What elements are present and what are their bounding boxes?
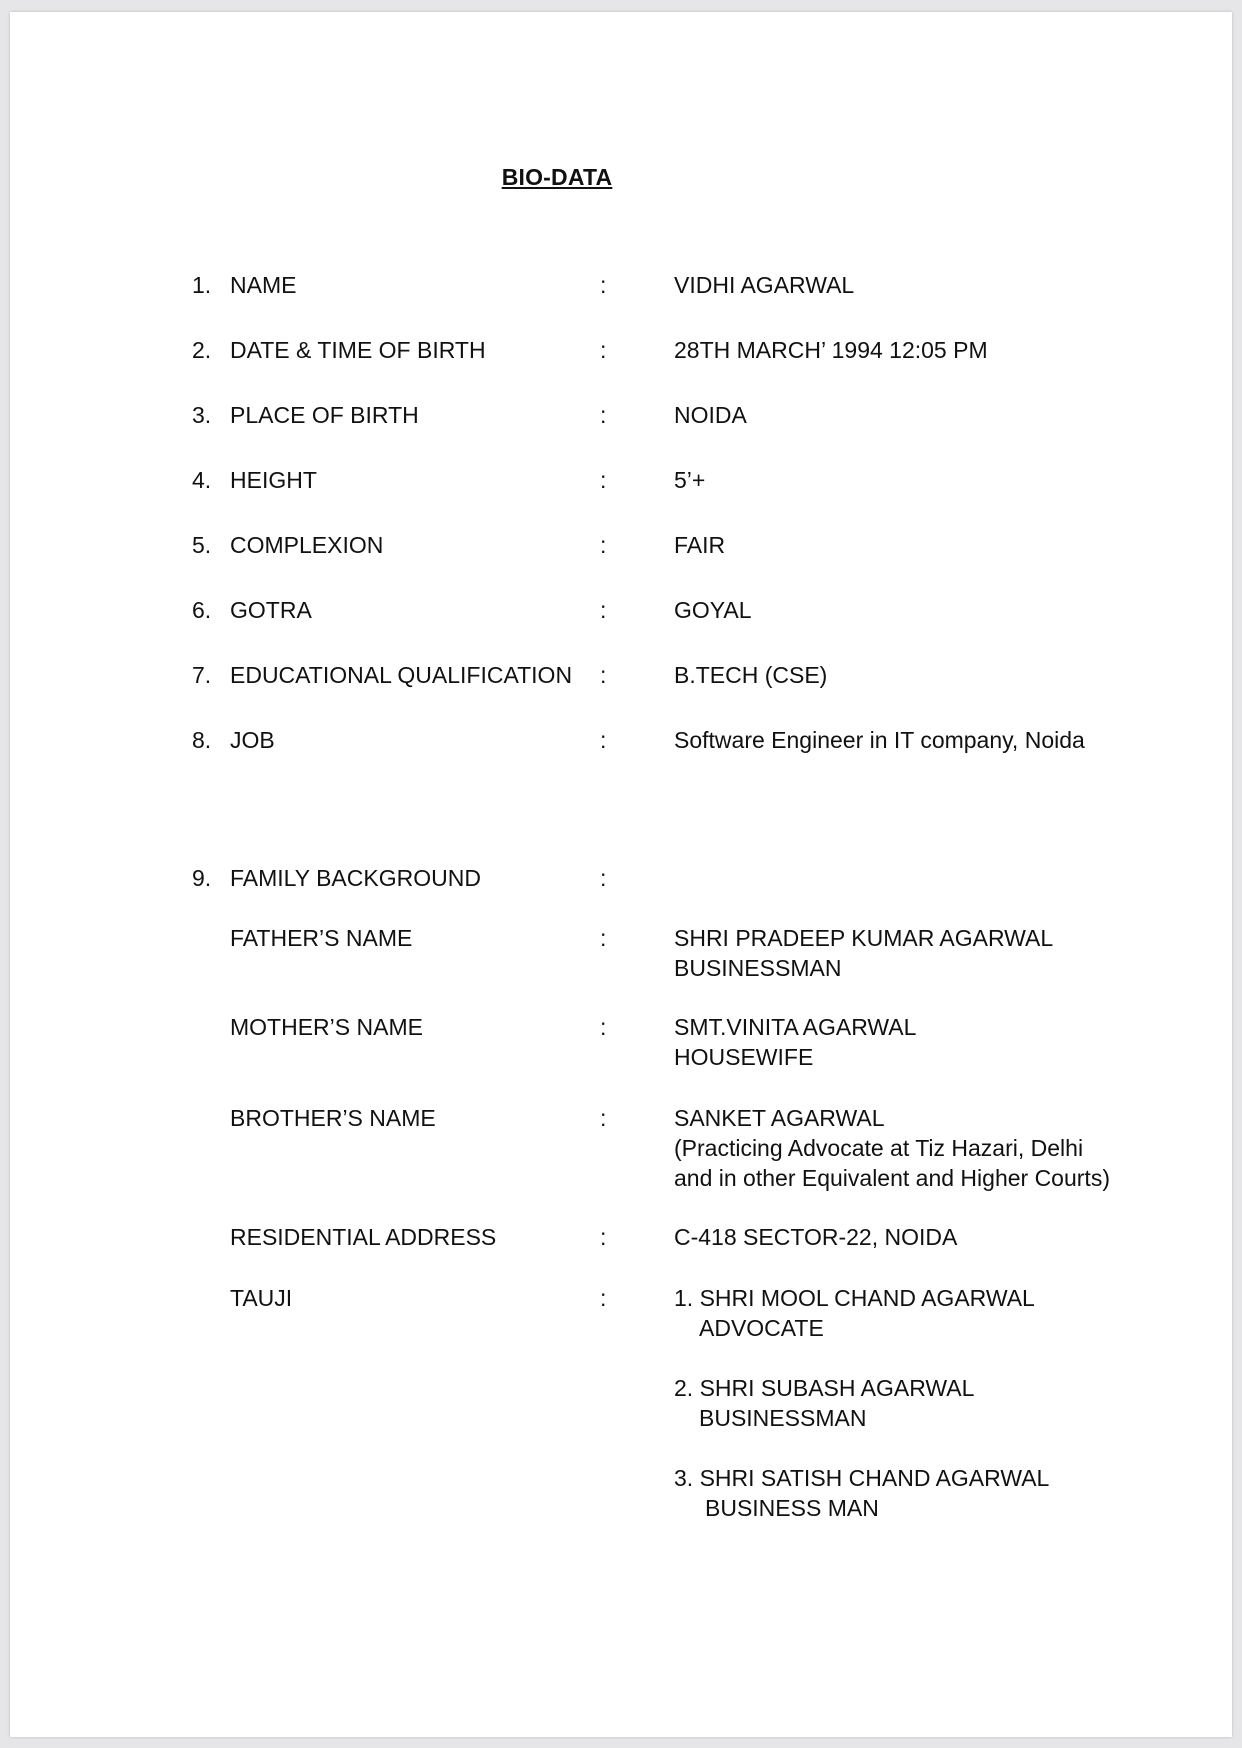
field-number: 2. (192, 337, 212, 363)
field-colon: : (600, 597, 607, 623)
field-label: DATE & TIME OF BIRTH (230, 337, 486, 363)
field-label: FATHER’S NAME (230, 925, 413, 951)
field-label: NAME (230, 272, 297, 298)
field-colon: : (600, 865, 607, 891)
field-label: PLACE OF BIRTH (230, 402, 419, 428)
field-label: EDUCATIONAL QUALIFICATION (230, 662, 573, 688)
field-label: COMPLEXION (230, 532, 384, 558)
field-number: 7. (192, 662, 212, 688)
field-colon: : (600, 1014, 607, 1040)
field-value (674, 923, 1053, 983)
field-label: TAUJI (230, 1285, 293, 1311)
field-label: GOTRA (230, 597, 312, 623)
value-line: and in other Equivalent and Higher Courts) (674, 1165, 1110, 1191)
field-value: B.TECH (CSE) (674, 662, 828, 688)
field-colon: : (600, 662, 607, 688)
field-colon: : (600, 337, 607, 363)
value-line: 1. SHRI MOOL CHAND AGARWAL (674, 1285, 1035, 1311)
field-value: C-418 SECTOR-22, NOIDA (674, 1224, 958, 1250)
value-line: BUSINESS MAN (705, 1495, 879, 1521)
field-number: 6. (192, 597, 212, 623)
field-value: FAIR (674, 532, 726, 558)
value-line: ADVOCATE (699, 1315, 824, 1341)
field-colon: : (600, 1105, 607, 1131)
field-number: 9. (192, 865, 212, 891)
field-value (674, 1103, 1110, 1193)
field-value: 28TH MARCH’ 1994 12:05 PM (674, 337, 988, 363)
tauji-item (674, 1283, 1049, 1343)
tauji-list (674, 1283, 1049, 1523)
field-colon: : (600, 925, 607, 951)
field-colon: : (600, 272, 607, 298)
value-line: BUSINESSMAN (699, 1405, 867, 1431)
tauji-item (674, 1373, 1049, 1433)
value-line: SMT.VINITA AGARWAL (674, 1014, 917, 1040)
field-value: Software Engineer in IT company, Noida (674, 727, 1085, 753)
field-label: RESIDENTIAL ADDRESS (230, 1224, 497, 1250)
value-line: 3. SHRI SATISH CHAND AGARWAL (674, 1465, 1050, 1491)
field-value: GOYAL (674, 597, 752, 623)
field-colon: : (600, 467, 607, 493)
field-colon: : (600, 1224, 607, 1250)
field-colon: : (600, 402, 607, 428)
field-colon: : (600, 1285, 607, 1311)
field-number: 1. (192, 272, 212, 298)
field-colon: : (600, 532, 607, 558)
field-number: 4. (192, 467, 212, 493)
value-line: HOUSEWIFE (674, 1044, 814, 1070)
field-value: VIDHI AGARWAL (674, 272, 855, 298)
document-page (10, 12, 1232, 1737)
value-line: SANKET AGARWAL (674, 1105, 885, 1131)
document-title: BIO-DATA (501, 164, 613, 190)
value-line: SHRI PRADEEP KUMAR AGARWAL (674, 925, 1054, 951)
field-label: HEIGHT (230, 467, 317, 493)
field-value: 5’+ (674, 467, 706, 493)
section-label: FAMILY BACKGROUND (230, 865, 481, 891)
field-label: BROTHER’S NAME (230, 1105, 436, 1131)
field-number: 5. (192, 532, 212, 558)
field-value: NOIDA (674, 402, 747, 428)
field-label: JOB (230, 727, 275, 753)
tauji-item (674, 1463, 1049, 1523)
field-colon: : (600, 727, 607, 753)
field-number: 3. (192, 402, 212, 428)
value-line: (Practicing Advocate at Tiz Hazari, Delhi (674, 1135, 1084, 1161)
field-number: 8. (192, 727, 212, 753)
value-line: 2. SHRI SUBASH AGARWAL (674, 1375, 975, 1401)
value-line: BUSINESSMAN (674, 955, 842, 981)
field-value (674, 1012, 916, 1072)
field-label: MOTHER’S NAME (230, 1014, 423, 1040)
